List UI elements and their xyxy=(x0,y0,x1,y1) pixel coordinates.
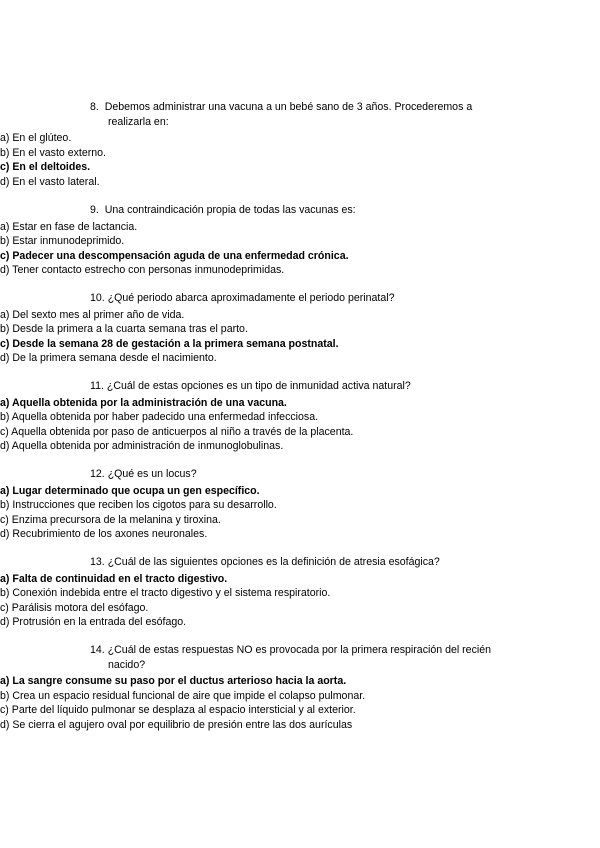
question-stem xyxy=(72,379,532,394)
option-d: d) Tener contacto estrecho con personas inmunodeprimidas. xyxy=(0,264,285,277)
option-d: d) De la primera semana desde el nacimiento. xyxy=(0,352,217,365)
question-number: 13. xyxy=(90,556,105,568)
option-b: b) Instrucciones que reciben los cigotos para su desarrollo. xyxy=(0,499,277,512)
question-14 xyxy=(0,643,532,732)
option-d: d) En el vasto lateral. xyxy=(0,175,100,188)
option-b: b) Aquella obtenida por haber padecido una enfermedad infecciosa. xyxy=(0,411,319,424)
question-12 xyxy=(0,467,532,542)
question-number: 12. xyxy=(90,468,105,480)
option-a-correct: a) Aquella obtenida por la administración de una vacuna. xyxy=(0,396,287,409)
option-a-correct: a) Lugar determinado que ocupa un gen específico. xyxy=(0,484,260,497)
question-text: ¿Qué es un locus? xyxy=(107,468,197,480)
question-stem xyxy=(72,291,532,306)
option-d: d) Recubrimiento de los axones neuronales. xyxy=(0,528,208,541)
question-number: 8. xyxy=(90,101,99,113)
options-list xyxy=(0,220,532,278)
option-c-correct: c) Padecer una descompensación aguda de una enfermedad crónica. xyxy=(0,249,349,262)
question-text-continued: nacido? xyxy=(108,658,146,671)
question-text: ¿Qué periodo abarca aproximadamente el periodo perinatal? xyxy=(107,292,395,304)
option-c: c) Enzima precursora de la melanina y tiroxina. xyxy=(0,513,221,526)
option-a-correct: a) La sangre consume su paso por el ductus arterioso hacia la aorta. xyxy=(0,675,347,687)
question-stem xyxy=(72,643,532,672)
option-a-correct: a) Falta de continuidad en el tracto digestivo. xyxy=(0,572,228,585)
options-list xyxy=(0,674,532,732)
option-c-correct: c) Desde la semana 28 de gestación a la primera semana postnatal. xyxy=(0,337,339,350)
question-text: Una contraindicación propia de todas las vacunas es: xyxy=(104,204,356,216)
option-c: c) Aquella obtenida por paso de anticuerpos al niño a través de la placenta. xyxy=(0,425,354,438)
options-list xyxy=(0,572,532,630)
question-9 xyxy=(0,203,532,278)
options-list xyxy=(0,484,532,542)
option-d: d) Se cierra el agujero oval por equilibrio de presión entre las dos aurículas xyxy=(0,718,353,731)
question-number: 10. xyxy=(90,292,105,304)
question-stem xyxy=(72,555,532,570)
question-text: ¿Cuál de estas opciones es un tipo de inmunidad activa natural? xyxy=(106,380,411,392)
option-b: b) Crea un espacio residual funcional de aire que impide el colapso pulmonar. xyxy=(0,689,366,702)
question-text: ¿Cuál de estas respuestas NO es provocada por la primera respiración del recién xyxy=(107,644,492,656)
question-13 xyxy=(0,555,532,630)
question-number: 14. xyxy=(90,644,105,656)
question-stem xyxy=(72,100,532,129)
option-b: b) Desde la primera a la cuarta semana tras el parto. xyxy=(0,323,248,336)
question-10 xyxy=(0,291,532,366)
question-text: Debemos administrar una vacuna a un bebé sano de 3 años. Procederemos a xyxy=(104,101,473,113)
question-stem xyxy=(72,203,532,218)
option-a: a) Estar en fase de lactancia. xyxy=(0,220,138,233)
question-number: 9. xyxy=(90,204,99,216)
option-a: a) En el glúteo. xyxy=(0,132,72,144)
question-8 xyxy=(0,100,532,189)
option-d: d) Protrusión en la entrada del esófago. xyxy=(0,616,187,629)
option-a: a) Del sexto mes al primer año de vida. xyxy=(0,308,185,321)
question-11 xyxy=(0,379,532,454)
option-c: c) Parte del líquido pulmonar se desplaza al espacio intersticial y al exterior. xyxy=(0,704,356,717)
option-c: c) Parálisis motora del esófago. xyxy=(0,601,149,614)
options-list xyxy=(0,396,532,454)
options-list xyxy=(0,308,532,366)
options-list xyxy=(0,131,532,189)
option-b: b) En el vasto externo. xyxy=(0,146,106,159)
option-b: b) Estar inmunodeprimido. xyxy=(0,235,125,248)
option-c-correct: c) En el deltoides. xyxy=(0,161,91,174)
question-text-continued: realizarla en: xyxy=(108,115,169,128)
question-stem xyxy=(72,467,532,482)
question-number: 11. xyxy=(90,380,104,392)
question-text: ¿Cuál de las siguientes opciones es la definición de atresia esofágica? xyxy=(107,556,440,568)
option-b: b) Conexión indebida entre el tracto digestivo y el sistema respiratorio. xyxy=(0,587,331,600)
option-d: d) Aquella obtenida por administración de inmunoglobulinas. xyxy=(0,440,284,453)
